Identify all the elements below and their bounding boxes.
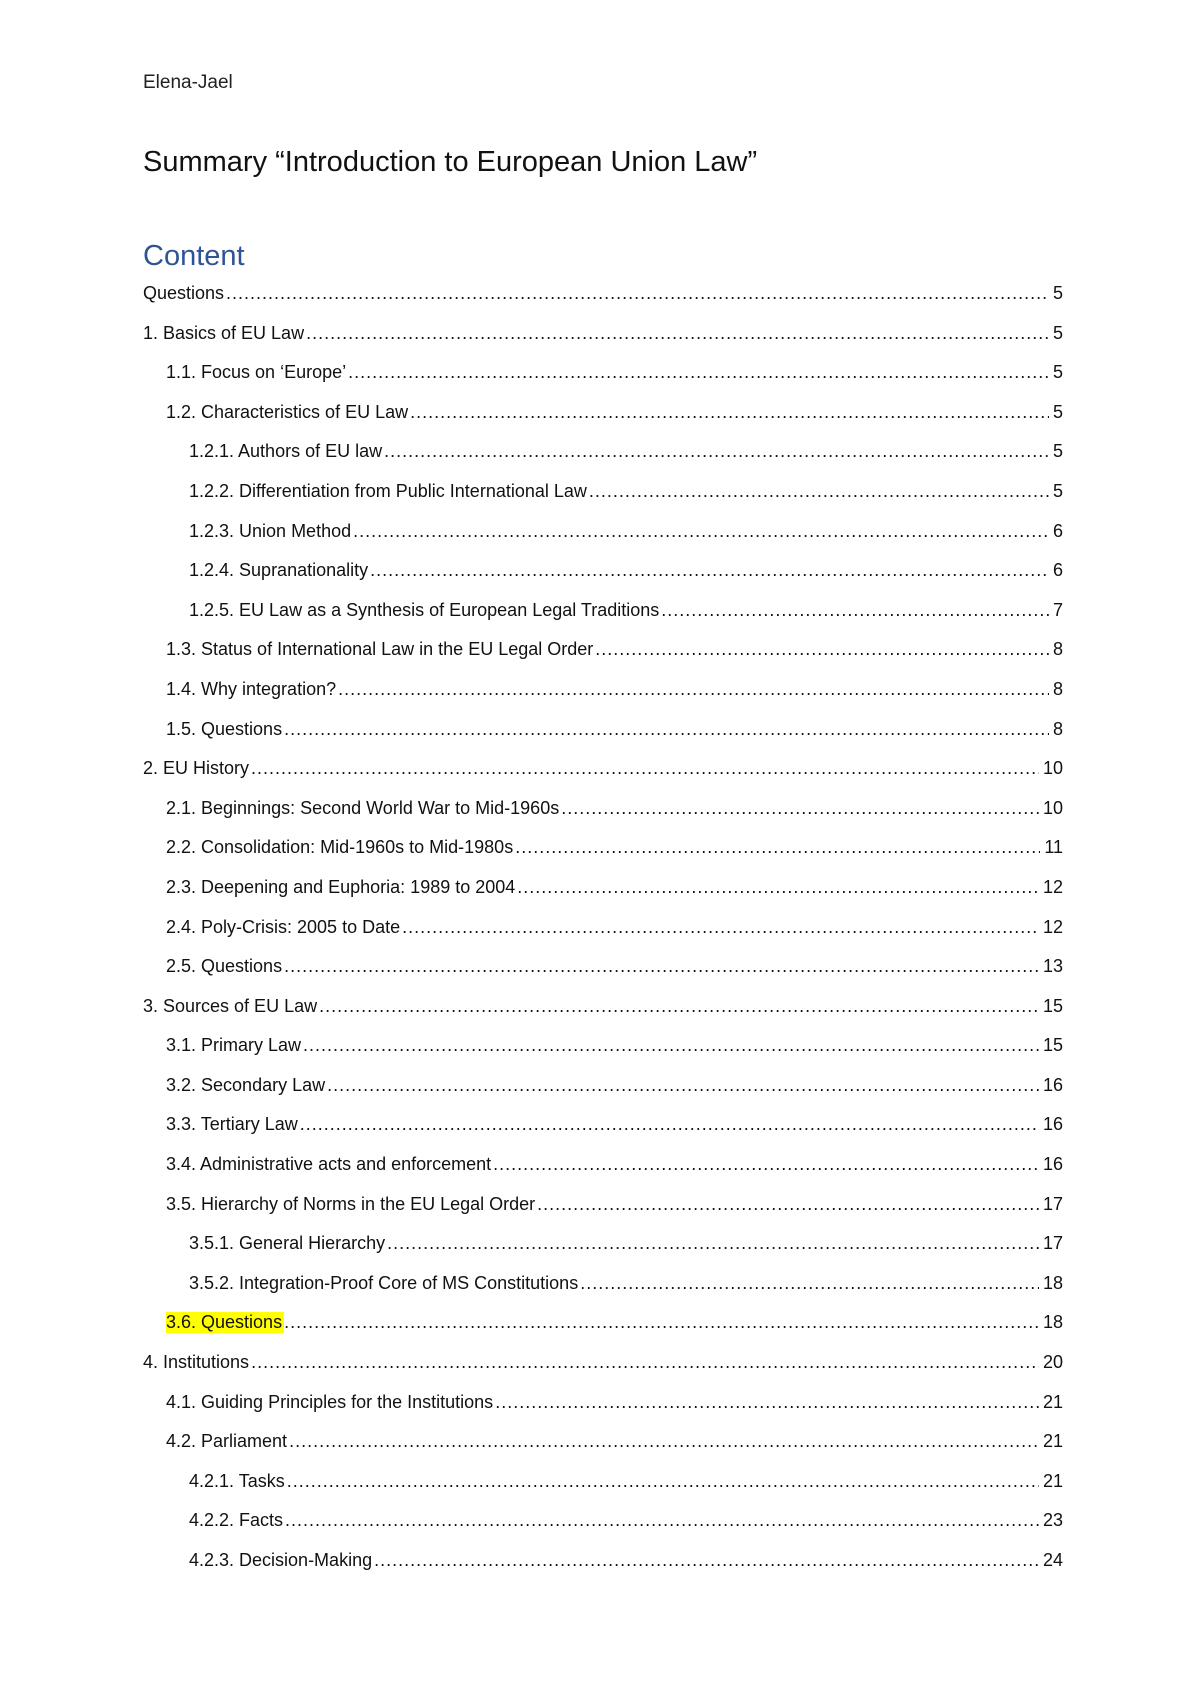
toc-entry-label: 1.2.5. EU Law as a Synthesis of European Legal Traditions — [189, 599, 660, 620]
toc-entry-label: 2.2. Consolidation: Mid-1960s to Mid-1980s — [166, 837, 514, 858]
toc-dot-leader — [306, 323, 1049, 344]
toc-dot-leader — [515, 837, 1040, 858]
toc-entry-page-number: 17 — [1042, 1233, 1063, 1254]
toc-dot-leader — [251, 758, 1039, 779]
toc-entry-label: 4.2.2. Facts — [189, 1510, 284, 1531]
toc-entry[interactable] — [143, 323, 1063, 363]
toc-dot-leader — [561, 798, 1039, 819]
toc-entry-page-number: 5 — [1052, 362, 1063, 383]
toc-entry-label: 3.6. Questions — [166, 1312, 283, 1333]
toc-dot-leader — [287, 1471, 1039, 1492]
toc-entry[interactable] — [143, 679, 1063, 719]
toc-entry-label: 3.2. Secondary Law — [166, 1074, 326, 1095]
toc-entry[interactable] — [143, 996, 1063, 1036]
toc-dot-leader — [284, 1312, 1039, 1333]
toc-dot-leader — [327, 1075, 1039, 1096]
toc-entry-label: 1. Basics of EU Law — [143, 322, 305, 343]
toc-entry[interactable] — [143, 956, 1063, 996]
toc-entry-label: 1.2. Characteristics of EU Law — [166, 401, 409, 422]
toc-dot-leader — [410, 402, 1049, 423]
toc-entry[interactable] — [143, 1273, 1063, 1313]
toc-entry-label: 2.1. Beginnings: Second World War to Mid-1960s — [166, 797, 560, 818]
toc-entry-label: 1.2.4. Supranationality — [189, 560, 369, 581]
toc-entry-page-number: 5 — [1052, 401, 1063, 422]
toc-entry[interactable] — [143, 1352, 1063, 1392]
toc-dot-leader — [319, 996, 1039, 1017]
toc-dot-leader — [338, 679, 1049, 700]
toc-entry-page-number: 23 — [1042, 1510, 1063, 1531]
toc-entry-label: 3.3. Tertiary Law — [166, 1114, 298, 1135]
toc-entry-page-number: 12 — [1042, 916, 1063, 937]
toc-entry-label: 1.4. Why integration? — [166, 678, 337, 699]
toc-entry[interactable] — [143, 1114, 1063, 1154]
toc-entry[interactable] — [143, 1471, 1063, 1511]
toc-entry[interactable] — [143, 1550, 1063, 1590]
toc-entry-page-number: 16 — [1042, 1074, 1063, 1095]
toc-entry-label: 4. Institutions — [143, 1352, 250, 1373]
toc-dot-leader — [517, 877, 1039, 898]
toc-entry-page-number: 16 — [1042, 1114, 1063, 1135]
toc-dot-leader — [537, 1194, 1039, 1215]
toc-dot-leader — [284, 719, 1049, 740]
toc-entry-page-number: 5 — [1052, 322, 1063, 343]
toc-dot-leader — [580, 1273, 1039, 1294]
toc-entry-page-number: 15 — [1042, 995, 1063, 1016]
toc-entry-page-number: 10 — [1042, 797, 1063, 818]
toc-dot-leader — [374, 1550, 1039, 1571]
toc-entry-label: 1.5. Questions — [166, 718, 283, 739]
toc-entry-label: 1.2.2. Differentiation from Public International Law — [189, 480, 587, 501]
toc-entry[interactable] — [143, 441, 1063, 481]
toc-entry-label: 3.5. Hierarchy of Norms in the EU Legal Order — [166, 1193, 536, 1214]
toc-entry-label: 3. Sources of EU Law — [143, 995, 318, 1016]
toc-entry-page-number: 8 — [1052, 639, 1063, 660]
toc-dot-leader — [387, 1233, 1039, 1254]
toc-entry-label: 3.1. Primary Law — [166, 1035, 302, 1056]
toc-entry-page-number: 20 — [1042, 1352, 1063, 1373]
toc-entry[interactable] — [143, 1233, 1063, 1273]
toc-entry-page-number: 11 — [1044, 837, 1063, 858]
toc-entry-page-number: 8 — [1052, 678, 1063, 699]
toc-dot-leader — [493, 1154, 1039, 1175]
toc-dot-leader — [402, 917, 1039, 938]
toc-heading: Content — [143, 240, 245, 272]
toc-entry-page-number: 18 — [1042, 1272, 1063, 1293]
toc-entry-page-number: 17 — [1042, 1193, 1063, 1214]
toc-entry-label: 3.5.2. Integration-Proof Core of MS Constitutions — [189, 1272, 579, 1293]
toc-entry-label: 4.2. Parliament — [166, 1431, 288, 1452]
toc-entry-page-number: 5 — [1052, 283, 1063, 303]
toc-entry-label: 4.2.1. Tasks — [189, 1470, 285, 1491]
toc-entry-label: 2. EU History — [143, 758, 250, 779]
toc-entry[interactable] — [143, 481, 1063, 521]
toc-entry-page-number: 6 — [1052, 520, 1063, 541]
toc-entry[interactable] — [143, 719, 1063, 759]
toc-entry-page-number: 21 — [1042, 1391, 1063, 1412]
toc-entry-page-number: 21 — [1042, 1431, 1063, 1452]
toc-entry[interactable] — [143, 362, 1063, 402]
toc-entry-label: 3.5.1. General Hierarchy — [189, 1233, 386, 1254]
toc-entry-label: 4.1. Guiding Principles for the Institutions — [166, 1391, 494, 1412]
toc-entry[interactable] — [143, 798, 1063, 838]
toc-entry-label: 2.4. Poly-Crisis: 2005 to Date — [166, 916, 401, 937]
toc-entry-label: 1.3. Status of International Law in the EU Legal Order — [166, 639, 594, 660]
toc-entry-label: 2.3. Deepening and Euphoria: 1989 to 2004 — [166, 876, 516, 897]
toc-entry-page-number: 6 — [1052, 560, 1063, 581]
toc-entry-page-number: 21 — [1042, 1470, 1063, 1491]
toc-entry-label: Questions — [143, 283, 225, 303]
toc-entry-page-number: 15 — [1042, 1035, 1063, 1056]
toc-entry-page-number: 24 — [1042, 1550, 1063, 1570]
toc-entry-page-number: 8 — [1052, 718, 1063, 739]
toc-entry-label: 1.2.1. Authors of EU law — [189, 441, 383, 462]
toc-entry[interactable] — [143, 917, 1063, 957]
toc-entry[interactable] — [143, 1154, 1063, 1194]
toc-entry[interactable] — [143, 283, 1063, 323]
toc-entry[interactable] — [143, 1075, 1063, 1115]
toc-dot-leader — [348, 362, 1049, 383]
toc-dot-leader — [495, 1392, 1039, 1413]
toc-entry-label: 2.5. Questions — [166, 956, 283, 977]
toc-entry-page-number: 5 — [1052, 480, 1063, 501]
document-title: Summary “Introduction to European Union Law” — [143, 146, 758, 178]
toc-dot-leader — [251, 1352, 1039, 1373]
toc-entry-page-number: 18 — [1042, 1312, 1063, 1333]
toc-dot-leader — [289, 1431, 1039, 1452]
toc-dot-leader — [284, 956, 1039, 977]
toc-entry[interactable] — [143, 1194, 1063, 1234]
header-author: Elena-Jael — [143, 72, 233, 93]
toc-entry[interactable] — [143, 758, 1063, 798]
toc-entry-label: 1.2.3. Union Method — [189, 520, 352, 541]
toc-dot-leader — [661, 600, 1049, 621]
toc-entry[interactable] — [143, 1312, 1063, 1352]
toc-entry[interactable] — [143, 1392, 1063, 1432]
toc-entry-page-number: 7 — [1052, 599, 1063, 620]
toc-entry-page-number: 10 — [1042, 758, 1063, 779]
toc-dot-leader — [285, 1510, 1039, 1531]
toc-entry-page-number: 16 — [1042, 1154, 1063, 1175]
toc-dot-leader — [303, 1035, 1039, 1056]
toc-dot-leader — [353, 521, 1049, 542]
toc-entry[interactable] — [143, 402, 1063, 442]
toc-entry-label: 4.2.3. Decision-Making — [189, 1550, 373, 1570]
toc-entry-page-number: 5 — [1052, 441, 1063, 462]
toc-entry-page-number: 12 — [1042, 876, 1063, 897]
toc-entry[interactable] — [143, 1431, 1063, 1471]
toc-entry[interactable] — [143, 560, 1063, 600]
toc-dot-leader — [589, 481, 1049, 502]
toc-entry[interactable] — [143, 1510, 1063, 1550]
toc-dot-leader — [226, 283, 1049, 304]
toc-dot-leader — [384, 441, 1049, 462]
toc-entry[interactable] — [143, 600, 1063, 640]
toc-dot-leader — [300, 1114, 1039, 1135]
toc-entry[interactable] — [143, 521, 1063, 561]
toc-dot-leader — [595, 639, 1049, 660]
toc-dot-leader — [370, 560, 1049, 581]
toc-entry[interactable] — [143, 837, 1063, 877]
toc-entry-label: 3.4. Administrative acts and enforcement — [166, 1154, 492, 1175]
toc-entry-label: 1.1. Focus on ‘Europe’ — [166, 362, 347, 383]
toc-entry-page-number: 13 — [1042, 956, 1063, 977]
toc-entry[interactable] — [143, 1035, 1063, 1075]
toc-entry[interactable] — [143, 639, 1063, 679]
toc-entry[interactable] — [143, 877, 1063, 917]
table-of-contents — [143, 283, 1063, 1590]
